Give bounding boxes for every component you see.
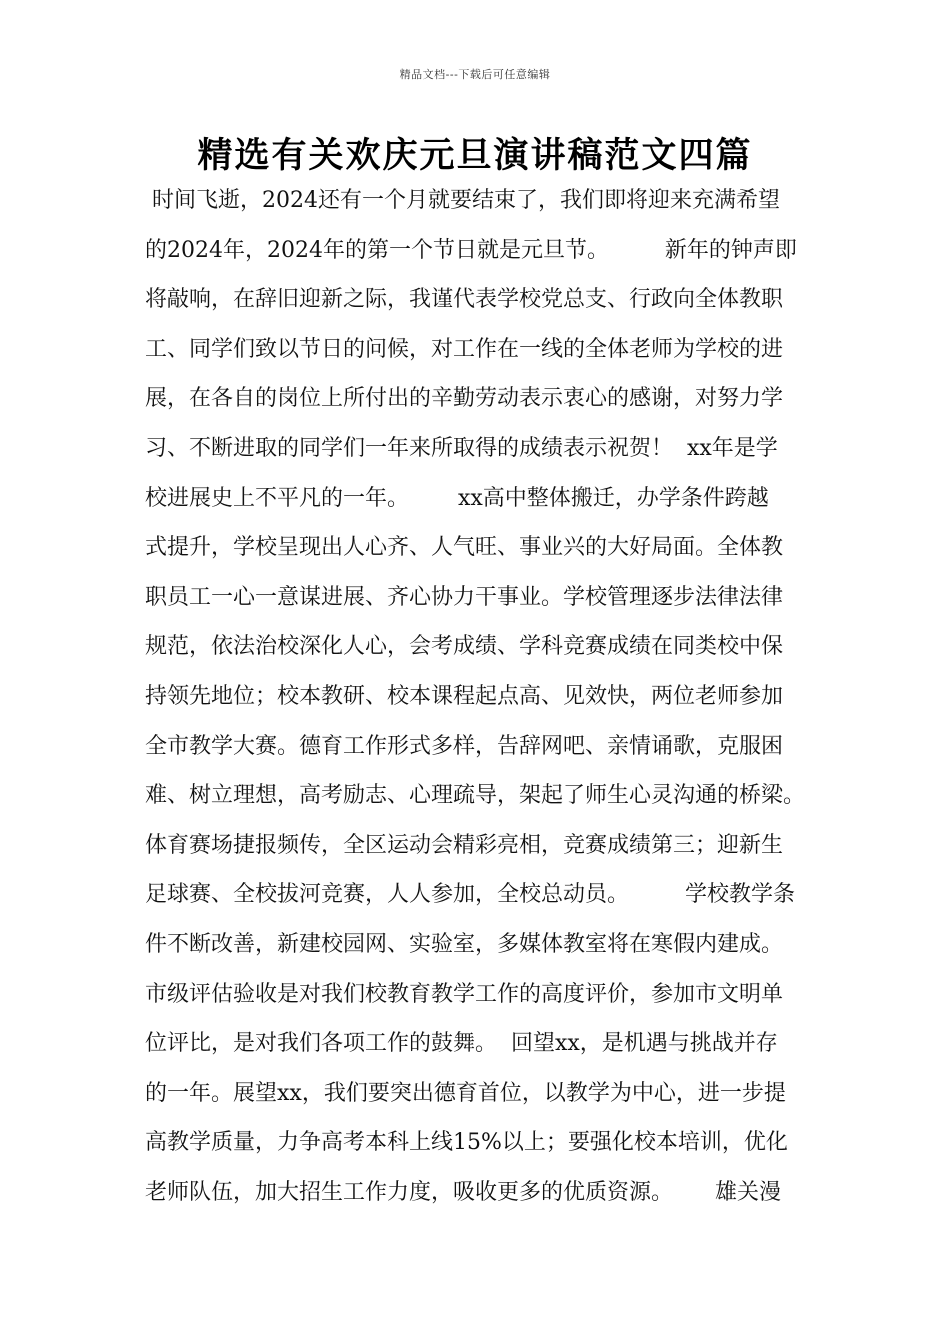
page-header: 精品文档---下载后可任意编辑: [399, 68, 551, 81]
body-line: 体育赛场捷报频传，全区运动会精彩亮相，竞赛成绩第三；迎新生: [145, 832, 784, 858]
body-line: 老师队伍，加大招生工作力度，吸收更多的优质资源。 雄关漫: [145, 1179, 781, 1205]
document-title: 精选有关欢庆元旦演讲稿范文四篇: [197, 135, 753, 176]
body-line: 难、树立理想，高考励志、心理疏导，架起了师生心灵沟通的桥梁。: [145, 783, 806, 809]
body-line: 的一年。展望xx，我们要突出德育首位，以教学为中心，进一步提: [145, 1080, 786, 1106]
body-line: 足球赛、全校拔河竞赛，人人参加，全校总动员。 学校教学条: [145, 882, 795, 908]
body-line: 全市教学大赛。德育工作形式多样，告辞网吧、亲情诵歌，克服困: [145, 733, 784, 759]
body-line: 时间飞逝，2024还有一个月就要结束了，我们即将迎来充满希望: [145, 188, 780, 213]
body-line: 位评比，是对我们各项工作的鼓舞。 回望xx，是机遇与挑战并存: [145, 1031, 778, 1057]
document-body: [145, 183, 845, 1224]
body-line: 高教学质量，力争高考本科上线15%以上；要强化校本培训，优化: [145, 1130, 788, 1156]
body-line: 规范，依法治校深化人心，会考成绩、学科竞赛成绩在同类校中保: [145, 634, 784, 660]
body-line: 的2024年，2024年的第一个节日就是元旦节。 新年的钟声即: [145, 237, 797, 263]
body-line: 展，在各自的岗位上所付出的辛勤劳动表示衷心的感谢，对努力学: [145, 386, 784, 412]
body-line: 件不断改善，新建校园网、实验室，多媒体教室将在寒假内建成。: [145, 931, 784, 957]
body-line: 习、不断进取的同学们一年来所取得的成绩表示祝贺！ xx年是学: [145, 435, 778, 461]
body-line: 持领先地位；校本教研、校本课程起点高、见效快，两位老师参加: [145, 683, 784, 709]
body-line: 工、同学们致以节日的问候，对工作在一线的全体老师为学校的进: [145, 336, 784, 362]
body-line: 市级评估验收是对我们校教育教学工作的高度评价，参加市文明单: [145, 981, 784, 1007]
body-line: 职员工一心一意谋进展、齐心协力干事业。学校管理逐步法律法律: [145, 584, 784, 610]
body-line: 式提升，学校呈现出人心齐、人气旺、事业兴的大好局面。全体教: [145, 535, 784, 561]
body-line: 校进展史上不平凡的一年。 xx高中整体搬迁，办学条件跨越: [145, 485, 769, 511]
body-line: 将敲响，在辞旧迎新之际，我谨代表学校党总支、行政向全体教职: [145, 287, 784, 313]
